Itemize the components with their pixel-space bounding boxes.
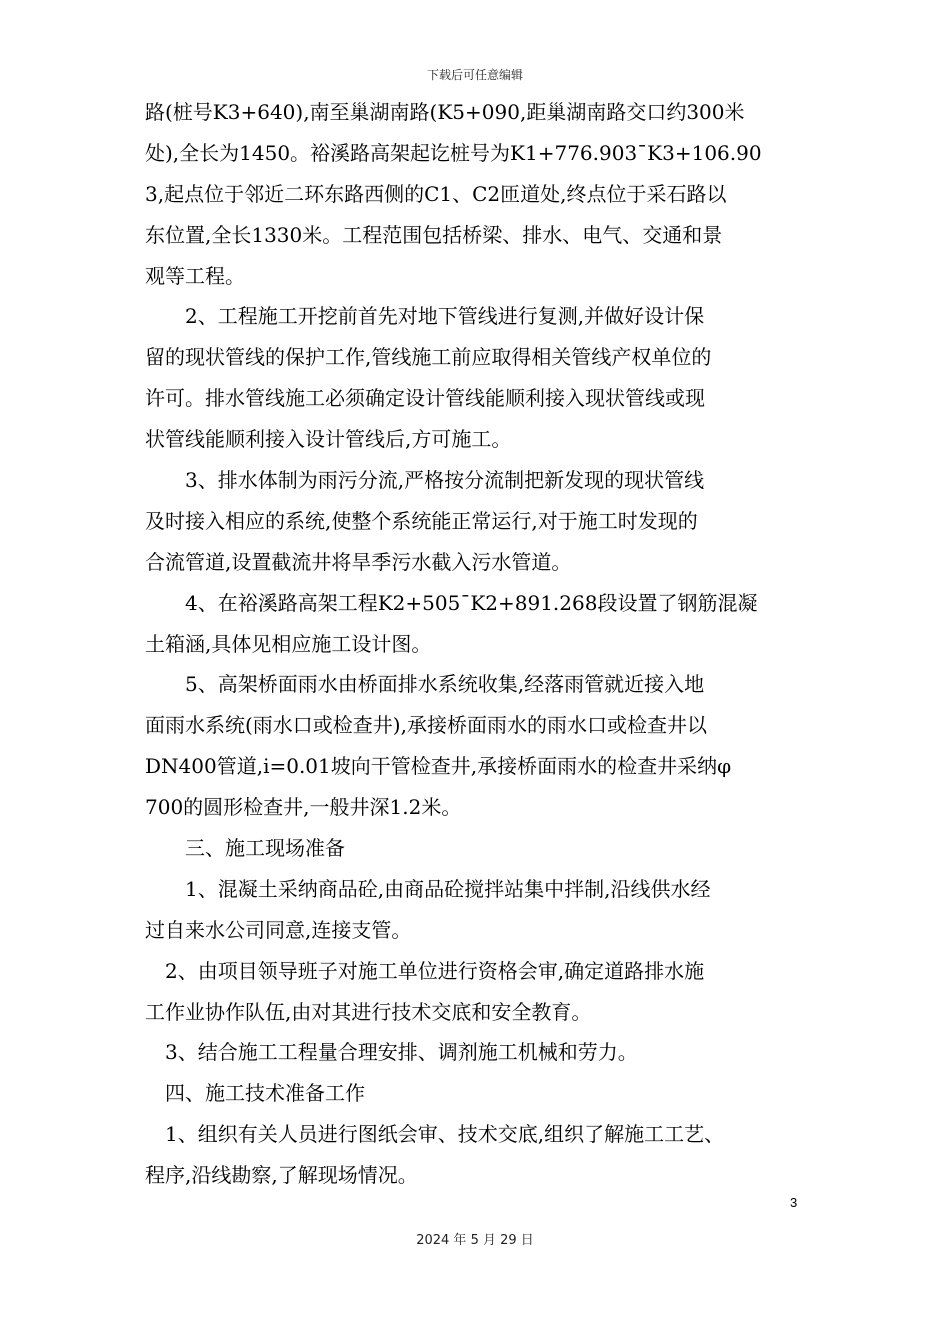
text-line: 1、混凝土采纳商品砼,由商品砼搅拌站集中拌制,沿线供水经 <box>145 876 711 901</box>
text-line: 过自来水公司同意,连接支管。 <box>145 917 412 942</box>
text-line: 700的圆形检查井,一般井深1.2米。 <box>145 795 462 820</box>
page-number: 3 <box>790 1195 798 1210</box>
text-line: 状管线能顺利接入设计管线后,方可施工。 <box>145 427 512 452</box>
text-line: 1、组织有关人员进行图纸会审、技术交底,组织了解施工工艺、 <box>145 1122 725 1147</box>
text-line: 3,起点位于邻近二环东路西侧的C1、C2匝道处,终点位于采石路以 <box>145 181 727 206</box>
text-line: 观等工程。 <box>145 263 245 288</box>
text-line: 程序,沿线勘察,了解现场情况。 <box>145 1163 418 1188</box>
section-heading: 四、施工技术准备工作 <box>145 1081 365 1106</box>
text-line: 及时接入相应的系统,使整个系统能正常运行,对于施工时发现的 <box>145 508 698 533</box>
text-line: 留的现状管线的保护工作,管线施工前应取得相关管线产权单位的 <box>145 345 712 370</box>
text-line: 工作业协作队伍,由对其进行技术交底和安全教育。 <box>145 999 592 1024</box>
text-line: DN400管道,i=0.01坡向干管检查井,承接桥面雨水的检查井采纳φ <box>145 754 732 779</box>
page-header: 下载后可任意编辑 <box>426 68 523 82</box>
text-line: 4、在裕溪路高架工程K2+505¯K2+891.268段设置了钢筋混凝 <box>145 590 758 615</box>
text-line: 3、排水体制为雨污分流,严格按分流制把新发现的现状管线 <box>145 468 705 493</box>
text-line: 土箱涵,具体见相应施工设计图。 <box>145 631 432 656</box>
text-line: 2、工程施工开挖前首先对地下管线进行复测,并做好设计保 <box>145 304 705 329</box>
text-line: 处),全长为1450。裕溪路高架起讫桩号为K1+776.903¯K3+106.90 <box>145 140 762 165</box>
text-line: 路(桩号K3+640),南至巢湖南路(K5+090,距巢湖南路交口约300米 <box>145 100 745 124</box>
text-line: 面雨水系统(雨水口或检查井),承接桥面雨水的雨水口或检查井以 <box>145 713 707 738</box>
document-body <box>145 92 808 1196</box>
section-heading: 三、施工现场准备 <box>145 836 345 861</box>
text-line: 2、由项目领导班子对施工单位进行资格会审,确定道路排水施 <box>145 958 705 983</box>
text-line: 5、高架桥面雨水由桥面排水系统收集,经落雨管就近接入地 <box>145 672 705 697</box>
text-line: 3、结合施工工程量合理安排、调剂施工机械和劳力。 <box>145 1040 638 1065</box>
text-line: 许可。排水管线施工必须确定设计管线能顺利接入现状管线或现 <box>145 386 705 411</box>
footer-date: 2024 年 5 月 29 日 <box>416 1233 534 1248</box>
text-line: 合流管道,设置截流井将旱季污水截入污水管道。 <box>145 549 572 574</box>
text-line: 东位置,全长1330米。工程范围包括桥梁、排水、电气、交通和景 <box>145 222 723 247</box>
